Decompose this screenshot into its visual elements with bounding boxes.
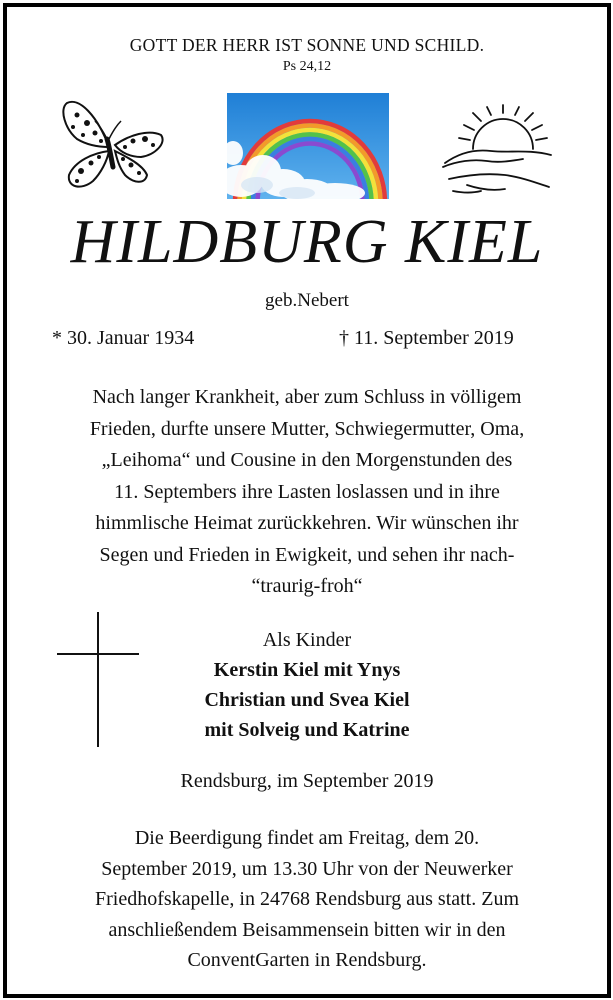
funeral-info <box>7 823 607 976</box>
sunrise-hands-icon <box>439 103 559 199</box>
butterfly-icon <box>57 95 169 195</box>
text-line: Nach langer Krankheit, aber zum Schluss in völligem <box>92 386 522 408</box>
psalm-reference: Ps 24,12 <box>282 59 332 74</box>
funeral-line: September 2019, um 13.30 Uhr von der Neuwerker <box>101 857 513 880</box>
funeral-line: anschließendem Beisammensein bitten wir in den <box>108 918 506 941</box>
place-date: Rendsburg, im September 2019 <box>180 770 434 792</box>
funeral-line: Friedhofskapelle, in 24768 Rendsburg aus statt. Zum <box>94 888 520 910</box>
family-intro: Als Kinder <box>262 629 352 651</box>
text-line: “traurig-froh“ <box>251 575 363 597</box>
family-line: Christian und Svea Kiel <box>204 689 410 711</box>
birth-name: geb.Nebert <box>265 290 349 311</box>
bible-motto: GOTT DER HERR IST SONNE UND SCHILD. <box>129 35 485 55</box>
birth-date: * 30. Januar 1934 <box>52 327 195 349</box>
obituary-text <box>7 382 607 603</box>
death-date: † 11. September 2019 <box>339 327 514 349</box>
funeral-line: ConventGarten in Rendsburg. <box>187 949 427 971</box>
funeral-line: Die Beerdigung findet am Freitag, dem 20. <box>134 827 480 849</box>
deceased-name: HILDBURG KIEL <box>70 208 544 276</box>
family-line: Kerstin Kiel mit Ynys <box>213 659 401 681</box>
family-signature <box>7 625 607 745</box>
text-line: Frieden, durfte unsere Mutter, Schwiegermutter, Oma, <box>89 417 525 440</box>
text-line: „Leihoma“ und Cousine in den Morgenstunden des <box>101 449 513 471</box>
family-line: mit Solveig und Katrine <box>204 719 410 741</box>
text-line: 11. Septembers ihre Lasten loslassen und in ihre <box>114 480 500 503</box>
obituary-notice <box>3 3 611 998</box>
text-line: himmlische Heimat zurückkehren. Wir wünschen ihr <box>95 512 519 534</box>
text-line: Segen und Frieden in Ewigkeit, und sehen ihr nach- <box>99 543 515 566</box>
rainbow-sky-image <box>227 93 389 199</box>
